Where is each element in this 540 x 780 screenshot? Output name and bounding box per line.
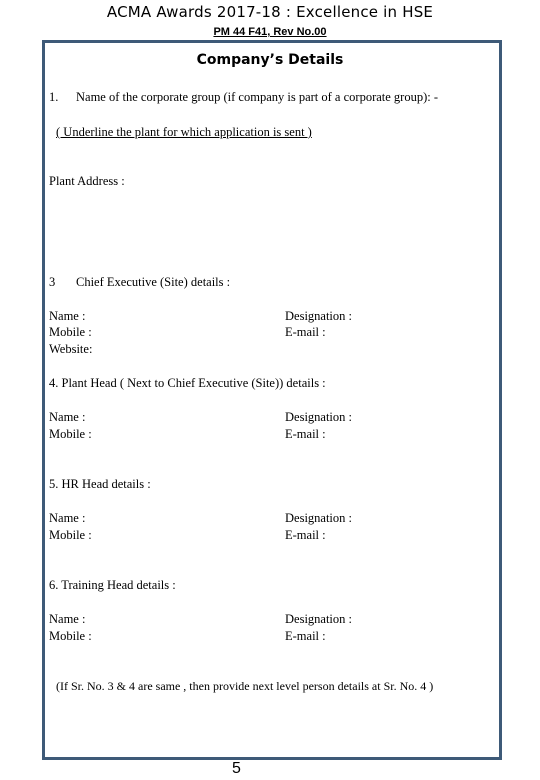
item5-email-label: E-mail :	[285, 528, 326, 542]
item3-website-label: Website:	[49, 342, 93, 356]
item4-designation-label: Designation :	[285, 410, 353, 424]
item6-designation-label: Designation :	[285, 612, 353, 626]
form-frame	[42, 40, 502, 760]
item6-heading: 6. Training Head details :	[49, 578, 176, 592]
item4-heading: 4. Plant Head ( Next to Chief Executive (Site)) details :	[49, 376, 326, 390]
plant-address-label: Plant Address :	[49, 174, 125, 188]
form-reference: PM 44 F41, Rev No.00	[213, 26, 327, 38]
item4-name-label: Name :	[49, 410, 86, 424]
item3-mobile-label: Mobile :	[49, 325, 92, 339]
item3-designation-label: Designation :	[285, 309, 353, 323]
item4-email-label: E-mail :	[285, 427, 326, 441]
section-title: Company’s Details	[196, 52, 344, 68]
item3-name-label: Name :	[49, 309, 86, 323]
item6-name-label: Name :	[49, 612, 86, 626]
item1-number: 1.	[49, 90, 59, 104]
item4-mobile-label: Mobile :	[49, 427, 92, 441]
item3-email-label: E-mail :	[285, 325, 326, 339]
item6-email-label: E-mail :	[285, 629, 326, 643]
header-title: ACMA Awards 2017-18 : Excellence in HSE	[106, 3, 434, 21]
page-number: 5	[232, 760, 241, 777]
item5-name-label: Name :	[49, 511, 86, 525]
item6-mobile-label: Mobile :	[49, 629, 92, 643]
underline-note: ( Underline the plant for which application is sent )	[56, 125, 312, 139]
item1-label: Name of the corporate group (if company is part of a corporate group): -	[76, 90, 439, 104]
item3-heading: Chief Executive (Site) details :	[76, 275, 231, 289]
item5-mobile-label: Mobile :	[49, 528, 92, 542]
item5-designation-label: Designation :	[285, 511, 353, 525]
item3-number: 3	[49, 275, 56, 289]
footnote: (If Sr. No. 3 & 4 are same , then provide next level person details at Sr. No. 4 )	[56, 679, 434, 693]
item5-heading: 5. HR Head details :	[49, 477, 151, 491]
